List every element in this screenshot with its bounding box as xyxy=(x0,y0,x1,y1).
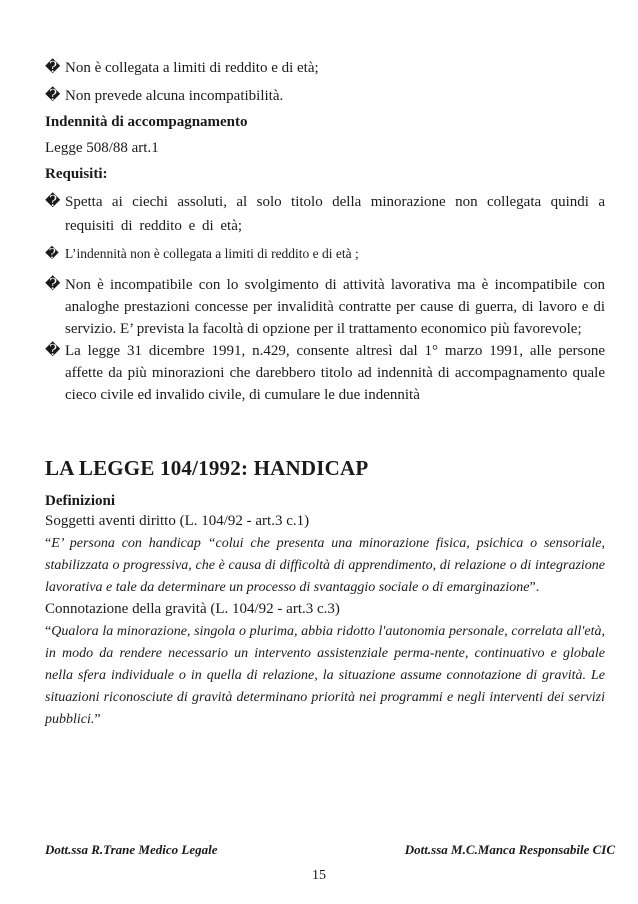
section-heading: LA LEGGE 104/1992: HANDICAP xyxy=(45,456,369,480)
definitions-label: Definizioni xyxy=(45,493,115,509)
bullet-item xyxy=(45,274,605,340)
bullet-glyph: � xyxy=(45,343,61,359)
bullet-text: L’indennità non è collegata a limiti di reddito e di età ; xyxy=(65,246,359,261)
gravity-line: Connotazione della gravità (L. 104/92 - art.3 c.3) xyxy=(45,601,340,617)
quote-close: ” xyxy=(94,712,101,727)
bullet-item xyxy=(45,244,605,264)
bullet-text: Non prevede alcuna incompatibilità. xyxy=(65,88,284,104)
section-title: Indennità di accompagnamento xyxy=(45,114,248,130)
quote-text: E’ persona con handicap “colui che presenta una minorazione fisica, psichica o sensoriale, stabilizzata o progressiva, che è causa di difficoltà di apprendimento, di relazione o di integrazione lavorativa e tale da determinare un processo di svantaggio sociale o di emarginazione xyxy=(45,536,605,595)
footer-left: Dott.ssa R.Trane Medico Legale xyxy=(45,842,218,857)
bullet-glyph: � xyxy=(45,246,59,261)
quote-open: “ xyxy=(45,624,52,639)
bullet-glyph: � xyxy=(45,88,61,104)
quote-close: ”. xyxy=(529,580,540,595)
bullet-item xyxy=(45,58,605,78)
bullet-item xyxy=(45,340,605,406)
requirements-label: Requisiti: xyxy=(45,166,108,182)
bullet-text: Non è collegata a limiti di reddito e di età; xyxy=(65,60,319,76)
quote-open: “ xyxy=(45,536,52,551)
definition-quote xyxy=(45,533,605,599)
law-reference: Legge 508/88 art.1 xyxy=(45,140,159,156)
document-page xyxy=(45,58,605,731)
page-number: 15 xyxy=(312,868,326,883)
bullet-glyph: � xyxy=(45,194,61,210)
bullet-text: Spetta ai ciechi assoluti, al solo titolo della minorazione non collegata quindi a requisiti di reddito e di età; xyxy=(65,194,605,234)
bullet-text: Non è incompatibile con lo svolgimento di attività lavorativa ma è incompatibile con analoghe prestazioni concesse per invalidità contratte per cause di guerra, di lavoro e di servizio. E’ prevista la facoltà di opzione per il trattamento economico più favorevole; xyxy=(65,277,605,337)
page-footer xyxy=(45,842,615,858)
bullet-glyph: � xyxy=(45,60,61,76)
gravity-quote xyxy=(45,621,605,731)
quote-text: Qualora la minorazione, singola o plurima, abbia ridotto l'autonomia personale, correlata all'età, in modo da rendere necessario un intervento assistenziale perma-nente, continuativo e globale nella sfera individuale o in quella di relazione, la situazione assume connotazione di gravità. Le situazioni riconosciute di gravità determinano priorità nei programmi e negli interventi dei servizi pubblici. xyxy=(45,624,605,727)
subjects-line: Soggetti aventi diritto (L. 104/92 - art.3 c.1) xyxy=(45,513,310,529)
bullet-glyph: � xyxy=(45,277,61,293)
bullet-item xyxy=(45,190,605,238)
bullet-text: La legge 31 dicembre 1991, n.429, consente altresì dal 1° marzo 1991, alle persone affette da più minorazioni che darebbero titolo ad indennità di accompagnamento quale cieco civile ed invalido civile, di cumulare le due indennità xyxy=(65,343,605,403)
bullet-item xyxy=(45,86,605,106)
footer-right: Dott.ssa M.C.Manca Responsabile CIC xyxy=(404,842,615,857)
